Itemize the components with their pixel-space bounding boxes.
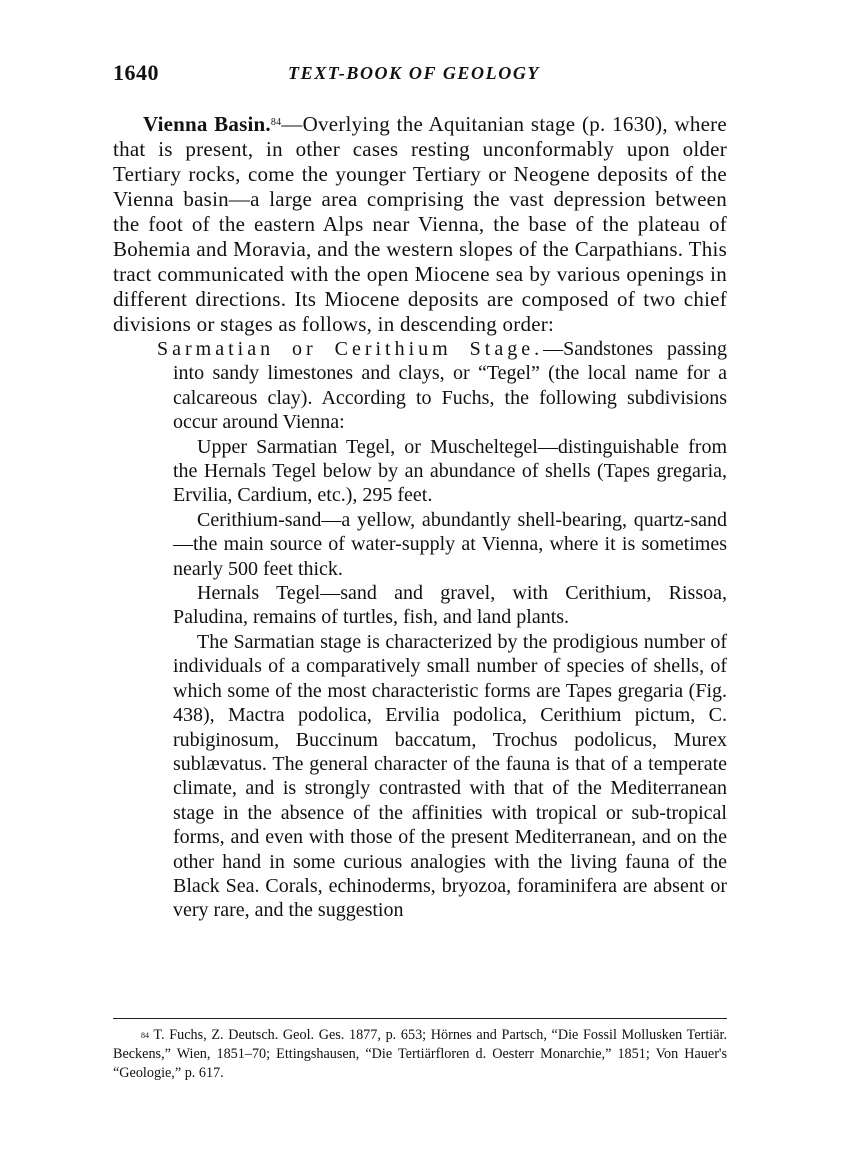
section-rubric: Vienna Basin. bbox=[143, 112, 271, 136]
footnote-reference: 84 bbox=[270, 117, 282, 128]
subdivision-hernals-tegel: Hernals Tegel—sand and gravel, with Cerithium, Rissoa, Paludina, remains of turtles, fish, and land plants. bbox=[173, 582, 727, 629]
page-header bbox=[113, 60, 733, 88]
stage-heading: Sarmatian or Cerithium Stage. bbox=[157, 338, 544, 360]
stage-text: —Sandstones passing into sandy limestones and clays, or “Tegel” (the local name for a calcareous clay). According to Fuchs, the following subdivisions occur around Vienna: bbox=[173, 338, 728, 434]
intro-paragraph bbox=[113, 112, 727, 337]
subdivision-cerithium-sand: Cerithium-sand—a yellow, abundantly shell-bearing, quartz-sand—the main source of water-supply at Vienna, where it is sometimes nearly 500 feet thick. bbox=[173, 508, 727, 580]
footnote-mark: 84 bbox=[141, 1031, 149, 1040]
sarmatian-stage-block bbox=[157, 337, 728, 923]
stage-paragraph bbox=[157, 337, 727, 435]
footnote-text: T. Fuchs, Z. Deutsch. Geol. Ges. 1877, p. 653; Hörnes and Partsch, “Die Fossil Mollusken Tertiär. Beckens,” Wien, 1851–70; Ettingshausen, “Die Tertiärfloren d. Oesterr Monarchie,” 1851; Von Hauer's “Geologie,” p. 617. bbox=[113, 1027, 728, 1081]
footnote bbox=[113, 1026, 727, 1083]
subdivision-upper-tegel: Upper Sarmatian Tegel, or Muscheltegel—distinguishable from the Hernals Tegel below by an abundance of shells (Tapes gregaria, Ervilia, Cardium, etc.), 295 feet. bbox=[173, 435, 727, 507]
page-number: 1640 bbox=[113, 60, 159, 85]
main-text bbox=[113, 112, 727, 923]
stage-character-paragraph: The Sarmatian stage is characterized by the prodigious number of individuals of a comparatively small number of species of shells, of which some of the most characteristic forms are Tapes gregaria (Fig. 438), Mactra podolica, Ervilia podolica, Cerithium pictum, C. rubiginosum, Buccinum baccatum, Trochus podolicus, Murex sublævatus. The general character of the fauna is that of a temperate climate, and is strongly contrasted with that of the Mediterranean stage in the absence of the affinities with tropical or sub-tropical forms, and even with those of the present Mediterranean, and on the other hand in some curious analogies with the living fauna of the Black Sea. Corals, echinoderms, bryozoa, foraminifera are absent or very rare, and the suggestion bbox=[173, 630, 727, 922]
footnote-rule bbox=[113, 1018, 727, 1019]
intro-text: —Overlying the Aquitanian stage (p. 1630), where that is present, in other cases resting unconformably upon older Tertiary rocks, come the younger Tertiary or Neogene deposits of the Vienna basin—a large area comprising the vast depression between the foot of the eastern Alps near Vienna, the base of the plateau of Bohemia and Moravia, and the western slopes of the Carpathians. This tract communicated with the open Miocene sea by various openings in different directions. Its Miocene deposits are composed of two chief divisions or stages as follows, in descending order: bbox=[113, 112, 727, 336]
running-head: TEXT-BOOK OF GEOLOGY bbox=[288, 63, 541, 83]
